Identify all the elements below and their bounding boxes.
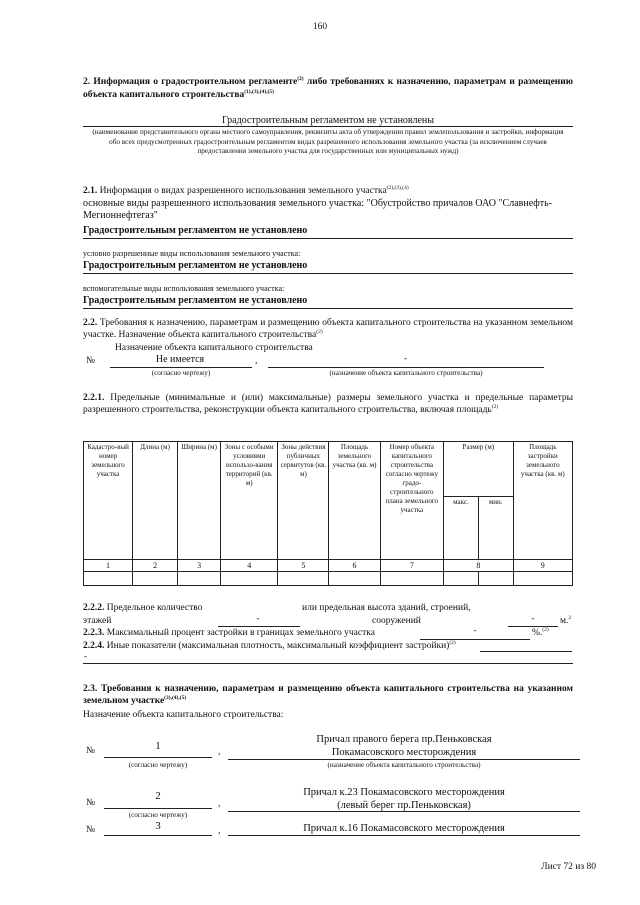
object-number-value: Не имеется bbox=[155, 354, 205, 365]
structures-value: - bbox=[531, 614, 535, 624]
auxiliary-use-value: Градостроительным регламентом не установлено bbox=[83, 295, 308, 306]
floors-value: - bbox=[256, 614, 260, 624]
section-2-2-2-text: 2.2.2. Предельное количество bbox=[83, 603, 203, 613]
th-size: Размер (м) bbox=[444, 442, 514, 497]
section-2-2-1-text: 2.2.1. Предельные (минимальные и (или) максимальные) размеры земельного участка и предельные параметры разрешенного строительства, реконструкции объекта капитального строительства, включая площадь$^{(2)}$ bbox=[83, 393, 573, 415]
col-number: 9 bbox=[513, 560, 572, 572]
item-1-caption-right: (назначение объекта капитального строительства) bbox=[327, 761, 481, 769]
section-2-2-3-text: 2.2.3. Максимальный процент застройки в границах земельного участка bbox=[83, 628, 375, 638]
sheet-footer: Лист 72 из 80 bbox=[541, 862, 596, 872]
item-1-number: 1 bbox=[155, 740, 161, 752]
item-2-comma: , bbox=[218, 799, 221, 809]
col-number: 2 bbox=[133, 560, 178, 572]
other-indicators-value: - bbox=[84, 652, 88, 662]
item-3-name-line1: Причал к.16 Покамасовского месторождения bbox=[303, 823, 505, 834]
col-number: 1 bbox=[84, 560, 133, 572]
comma: , bbox=[255, 356, 258, 366]
section-2-caption: (наименование представительного органа местного самоуправления, реквизиты акта об утверждении правил землепользования и застройки, информация обо всех предусмотренных градостроительным регламентом видах разрешенного использования земельного участка (за исключением случаев предоставления земельного участка для государственных или муниципальных нужд) bbox=[92, 128, 564, 155]
th-size-max: макс. bbox=[444, 497, 479, 560]
section-2-title: 2. Информация о градостроительном регламенте$^{(2)}$ либо требованиях к назначению, параметрам и размещению объекта капитального строительства$^{(1),(3),(4),(5)}$ bbox=[83, 75, 573, 100]
main-use-label: основные виды разрешенного использования земельного участка: "Обустройство причалов ОАО "Славнефть-Мегионнефтегаз" bbox=[83, 198, 553, 221]
item-2-name-line1: Причал к.23 Покамасовского месторождения bbox=[303, 787, 505, 798]
section-2-3-subtitle: Назначение объекта капитального строительства: bbox=[83, 710, 284, 720]
th-width: Ширина (м) bbox=[178, 442, 221, 560]
item-1-caption-left: (согласно чертежу) bbox=[128, 761, 188, 769]
th-special-zones: Зоны с особыми условиями использо-вания территорий (кв. м) bbox=[221, 442, 278, 560]
th-cadastral: Кадастро-вый номер земельного участка bbox=[84, 442, 133, 560]
item-3-comma: , bbox=[218, 826, 221, 836]
conditional-use-label: условно разрешенные виды использования земельного участка: bbox=[83, 249, 301, 258]
section-2-3-title: 2.3. Требования к назначению, параметрам и размещению объекта капитального строительства на указанном земельном участке$^{(3),(4),(5)}$ bbox=[83, 684, 573, 706]
item-2-caption-left: (согласно чертежу) bbox=[128, 811, 188, 819]
section-2-2-subtitle: Назначение объекта капитального строительства bbox=[115, 343, 313, 353]
section-2-2-text: 2.2. Требования к назначению, параметрам и размещению объекта капитального строительства на указанном земельном участке. Назначение объекта капитального строительства$^{(2)}$ bbox=[83, 318, 573, 340]
th-servitude-zones: Зоны действия публичных сервитутов (кв. м) bbox=[278, 442, 329, 560]
item-1-comma: , bbox=[218, 747, 221, 757]
section-2-2-2-text2: или предельная высота зданий, строений, bbox=[302, 603, 471, 613]
floors-label: этажей bbox=[83, 616, 112, 626]
auxiliary-use-label: вспомогательные виды использования земельного участка: bbox=[83, 284, 285, 293]
caption-by-drawing: (согласно чертежу) bbox=[151, 369, 211, 377]
col-number: 7 bbox=[380, 560, 443, 572]
page-number: 160 bbox=[312, 22, 328, 32]
th-length: Длина (м) bbox=[133, 442, 178, 560]
caption-object-purpose: (назначение объекта капитального строительства) bbox=[329, 369, 483, 377]
coverage-unit: %.$^{(2)}$ bbox=[532, 626, 549, 638]
conditional-use-value: Градостроительным регламентом не установлено bbox=[83, 260, 308, 271]
parameters-table bbox=[83, 441, 573, 586]
structures-label: сооружений bbox=[372, 616, 421, 626]
table-row bbox=[84, 572, 573, 586]
item-1-name-line1: Причал правого берега пр.Пеньковская bbox=[316, 734, 492, 745]
main-use-value: Градостроительным регламентом не установлено bbox=[83, 225, 308, 236]
col-number: 4 bbox=[221, 560, 278, 572]
section-2-1-title: 2.1. Информация о видах разрешенного использования земельного участка$^{(2),(3),(4)}$ bbox=[83, 184, 409, 196]
section-2-2-4-text: 2.2.4. Иные показатели (максимальная плотность, максимальный коэффициент застройки)$^{(2)}$ bbox=[83, 639, 456, 651]
section-2-value: Градостроительным регламентом не установлены bbox=[221, 115, 435, 126]
th-plot-area: Площадь земельного участка (кв. м) bbox=[329, 442, 380, 560]
item-2-number-sign: № bbox=[86, 798, 96, 808]
col-number: 5 bbox=[278, 560, 329, 572]
coverage-value: - bbox=[473, 626, 477, 636]
col-number: 8 bbox=[444, 560, 514, 572]
object-name-value: - bbox=[403, 354, 408, 364]
item-1-name-line2: Покамасовского месторождения bbox=[331, 747, 477, 758]
number-sign: № bbox=[86, 356, 96, 366]
unit-m: м.$^2$ bbox=[560, 614, 572, 626]
item-1-number-sign: № bbox=[86, 746, 96, 756]
col-number: 6 bbox=[329, 560, 380, 572]
item-2-number: 2 bbox=[155, 790, 161, 802]
item-3-number-sign: № bbox=[86, 825, 96, 835]
th-size-min: мин. bbox=[478, 497, 513, 560]
item-2-name-line2: (левый берег пр.Пеньковская) bbox=[337, 800, 471, 811]
item-3-number: 3 bbox=[155, 820, 161, 832]
th-object-number: Номер объекта капитального строительства согласно чертежу градо-строительного плана земельного участка bbox=[380, 442, 443, 560]
col-number: 3 bbox=[178, 560, 221, 572]
th-building-area: Площадь застройки земельного участка (кв. м) bbox=[513, 442, 572, 560]
